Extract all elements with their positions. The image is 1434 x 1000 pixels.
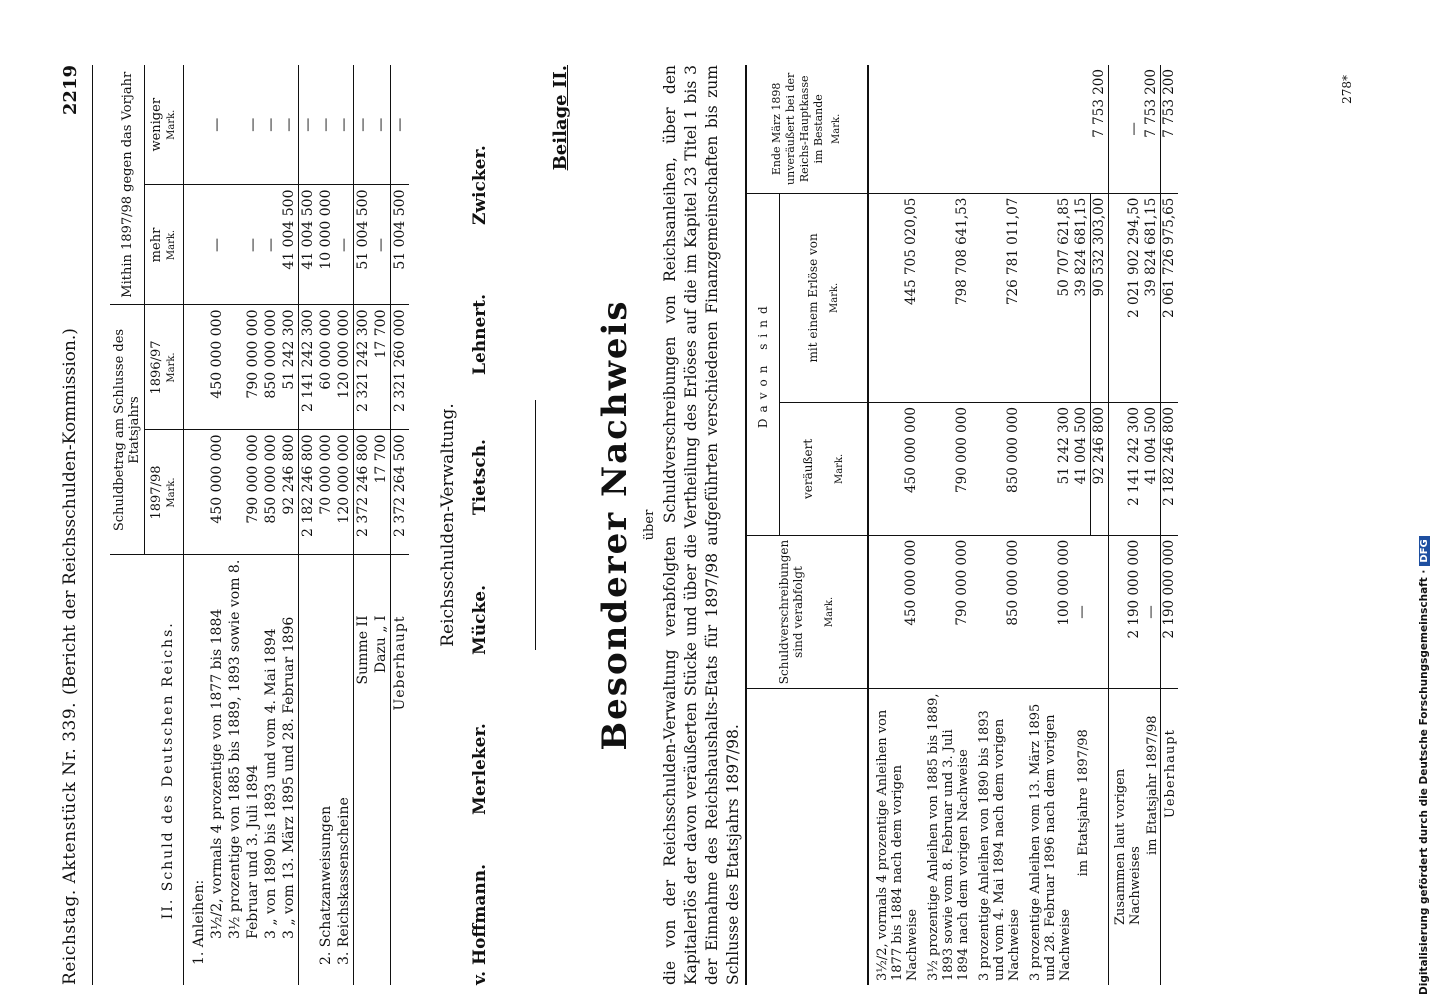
col-mehr: mehr: [149, 227, 164, 263]
table-row: 3½/2, vormals 4 prozentige Anleihen von 1877 bis 1884 nach dem vorigen Nachweise 450 000 000 450 000 000 445 705 020,05: [868, 65, 920, 985]
signer-name: v. Hoffmann.: [470, 863, 490, 985]
heading-ueber: über: [642, 509, 657, 541]
rotated-page: [50, 65, 1390, 985]
page-mark: 278*: [1340, 75, 1354, 104]
page-number: 2219: [60, 65, 81, 116]
signer-name: Lehnert.: [470, 293, 490, 375]
section-title: II. Schuld des Deutschen Reichs.: [160, 621, 176, 920]
signer-name: Merleker.: [470, 723, 490, 815]
col-weniger: weniger: [149, 97, 164, 152]
table-row: Ueberhaupt 2 190 000 000 2 182 246 800 2 061 726 975,65 7 753 200: [1161, 65, 1179, 985]
header-center: (Bericht der Reichsschulden-Kommission.): [60, 328, 80, 695]
table-row: 3½ prozentige Anleihen von 1885 bis 1889, 1893 sowie vom 8. Februar und 3. Juli 1894 nach dem vorigen Nachweise 790 000 000 790 000 000 798 708 641,53: [920, 65, 971, 985]
col-unveraeussert: Ende März 1898 unveräußert bei der Reichs-Hauptkasse im Bestande: [770, 72, 825, 185]
col-1897: 1897/98: [149, 465, 164, 520]
unit-label: Mark.: [166, 229, 177, 261]
signer-name: Mücke.: [470, 584, 490, 655]
col-group-schuldbetrag: Schuldbetrag am Schlusse des Etatsjahrs: [110, 305, 145, 555]
signer-name: Tietsch.: [470, 439, 490, 515]
heading: Besonderer Nachweis: [595, 299, 635, 751]
dfg-notice: [1418, 5, 1434, 995]
table-row: Ueberhaupt 2 372 264 500 2 321 260 000 51 004 500 —: [391, 65, 410, 985]
table-row: 1. Anleihen:: [184, 65, 209, 985]
col-group-davon: Davon sind: [746, 193, 780, 535]
table-row: 3. Reichskassenscheine 120 000 000 120 000 000 — —: [335, 65, 354, 985]
col-veraeussert: veräußert: [800, 438, 815, 499]
unit-label: Mark.: [166, 352, 177, 383]
header-rule: [92, 65, 93, 985]
signature-authority: Reichsschulden-Verwaltung.: [438, 403, 458, 647]
unit-label: Mark.: [166, 109, 177, 140]
col-group-mithin: Mithin 1897/98 gegen das Vorjahr: [110, 65, 145, 305]
table-row: 3½ prozentige von 1885 bis 1889, 1893 sowie vom 8. Februar und 3. Juli 1894 790 000 000 790 000 000 — —: [226, 65, 262, 985]
beilage-label: Beilage II.: [550, 65, 571, 171]
table-row: Dazu „ I 17 700 17 700 — —: [372, 65, 391, 985]
table-row: 2 182 246 800 2 141 242 300 41 004 500 —: [299, 65, 318, 985]
dfg-text: Digitalisierung gefördert durch die Deutsche Forschungsgemeinschaft ·: [1418, 569, 1430, 995]
table-row: Zusammen laut vorigen Nachweises 2 190 000 000 2 141 242 300 2 021 902 294,50 —: [1109, 65, 1144, 985]
table-row: 3 prozentige Anleihen vom 13. März 1895 und 28. Februar 1896 nach dem vorigen Nachweise 100 000 000 51 242 300 50 707 621,85: [1022, 65, 1073, 985]
unit-label: Mark.: [166, 477, 177, 508]
table-row: im Etatsjahr 1897/98 — 41 004 500 39 824 681,15 7 753 200: [1143, 65, 1161, 985]
table-row: 3 „ von 1890 bis 1893 und vom 4. Mai 1894 850 000 000 850 000 000 — —: [262, 65, 280, 985]
table-row: im Etatsjahre 1897/98 — 41 004 500 39 824 681,15: [1073, 65, 1091, 985]
intro-paragraph: die von der Reichsschulden-Verwaltung verabfolgten Schuldverschreibungen von Reichsanleihen, über den Kapitalerlös der davon veräußerten Stücke und über die Vertheilung des Erlöses auf die im Kapitel 23 Titel 1 bis 3 der Einnahme des Reichshaushalts-Etats für 1897/98 aufgeführten verschiedenen Finanzgemeinschaften bis zum Schlusse des Etatsjahrs 1897/98.: [661, 65, 742, 985]
divider: [535, 400, 536, 650]
nachweis-table: [745, 65, 1178, 985]
col-erloes: mit einem Erlöse von: [805, 233, 820, 363]
debt-table: [110, 65, 409, 985]
table-row: 2. Schatzanweisungen 70 000 000 60 000 000 10 000 000 —: [317, 65, 335, 985]
unit-label: Mark.: [828, 282, 840, 313]
table-row: 3 prozentige Anleihen von 1890 bis 1893 und vom 4. Mai 1894 nach dem vorigen Nachweise 850 000 000 850 000 000 726 781 011,07: [971, 65, 1022, 985]
table-row: 3½/2, vormals 4 prozentige von 1877 bis 1884 450 000 000 450 000 000 — —: [208, 65, 226, 985]
table-row: Summe II 2 372 246 800 2 321 242 300 51 004 500 —: [354, 65, 373, 985]
unit-label: Mark.: [833, 453, 845, 485]
table-row: 3 „ vom 13. März 1895 und 28. Februar 1896 92 246 800 51 242 300 41 004 500 —: [280, 65, 299, 985]
table-row: 92 246 800 90 532 303,00 7 753 200: [1091, 65, 1109, 985]
unit-label: Mark.: [824, 596, 835, 628]
signer-name: Zwicker.: [470, 145, 490, 225]
page-header: [60, 65, 90, 985]
unit-label: Mark.: [831, 113, 842, 144]
col-1896: 1896/97: [149, 340, 164, 395]
col-verabfolgt: Schuldverschreibungen sind verabfolgt: [777, 539, 805, 685]
dfg-logo: DFG: [1419, 536, 1430, 565]
header-left: Reichstag. Aktenstück Nr. 339.: [60, 701, 80, 985]
